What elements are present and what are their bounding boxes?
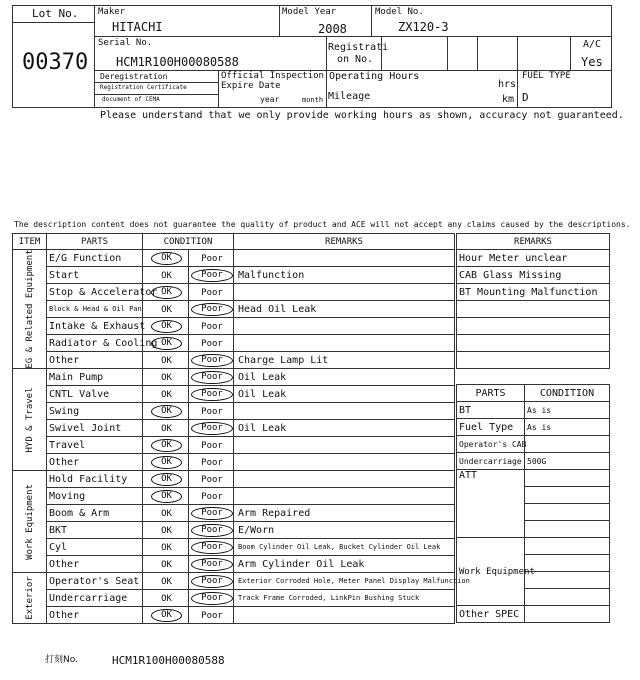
lot-label: Lot No. bbox=[32, 7, 79, 20]
remark bbox=[234, 250, 455, 267]
side-remarks-header: REMARKS bbox=[457, 234, 610, 250]
remark bbox=[234, 403, 455, 420]
poor-mark: Poor bbox=[191, 524, 233, 537]
table-row bbox=[13, 505, 455, 522]
part-name: Cyl bbox=[47, 539, 143, 556]
lot-number: 00370 bbox=[22, 50, 89, 75]
group-cell bbox=[13, 250, 47, 369]
ok-mark: OK bbox=[161, 559, 172, 570]
part-name: Swivel Joint bbox=[47, 420, 143, 437]
header-vline-g bbox=[517, 36, 518, 108]
side-part-name: BT bbox=[457, 402, 525, 419]
table-row bbox=[13, 454, 455, 471]
part-name: Start bbox=[47, 267, 143, 284]
poor-mark: Poor bbox=[201, 321, 223, 332]
poor-cell[interactable] bbox=[189, 556, 234, 573]
side-remark-item bbox=[457, 301, 610, 318]
table-row bbox=[13, 250, 455, 267]
ok-cell[interactable] bbox=[143, 420, 189, 437]
ok-cell[interactable] bbox=[143, 301, 189, 318]
model-year-value: 2008 bbox=[318, 22, 347, 36]
side-parts-row bbox=[457, 436, 610, 453]
poor-mark: Poor bbox=[191, 575, 233, 588]
side-parts-row bbox=[457, 453, 610, 470]
remark bbox=[234, 335, 455, 352]
part-name: Undercarriage bbox=[47, 590, 143, 607]
ok-mark: OK bbox=[161, 593, 172, 604]
header-row-line-3 bbox=[94, 82, 218, 83]
side-part-condition: 500G bbox=[525, 453, 610, 470]
poor-cell[interactable] bbox=[189, 488, 234, 505]
remark: Arm Cylinder Oil Leak bbox=[234, 556, 455, 573]
registration-label-1: Registrati bbox=[328, 42, 389, 53]
group-label: EG & Related Equipment bbox=[24, 249, 35, 369]
side-parts-header: PARTS bbox=[457, 385, 525, 402]
table-row bbox=[13, 403, 455, 420]
ok-mark: OK bbox=[161, 423, 172, 434]
part-name: Main Pump bbox=[47, 369, 143, 386]
disclaimer: The description content does not guarantee the quality of product and ACE will not accept any claims caused by the descriptions. bbox=[14, 220, 631, 229]
ok-mark: OK bbox=[161, 304, 172, 315]
poor-cell[interactable] bbox=[189, 335, 234, 352]
remark: Malfunction bbox=[234, 267, 455, 284]
poor-mark: Poor bbox=[201, 474, 223, 485]
table-row bbox=[13, 267, 455, 284]
work-equipment-label: Work Equipment bbox=[457, 538, 525, 606]
header-vline-h bbox=[570, 36, 571, 70]
ok-cell[interactable] bbox=[143, 488, 189, 505]
table-row bbox=[13, 301, 455, 318]
poor-mark: Poor bbox=[191, 507, 233, 520]
poor-cell[interactable] bbox=[189, 454, 234, 471]
side-remark-item bbox=[457, 335, 610, 352]
remark: Arm Repaired bbox=[234, 505, 455, 522]
ok-mark: OK bbox=[151, 473, 182, 486]
remark: E/Worn bbox=[234, 522, 455, 539]
poor-cell[interactable] bbox=[189, 437, 234, 454]
poor-mark: Poor bbox=[201, 440, 223, 451]
table-row bbox=[13, 420, 455, 437]
poor-mark: Poor bbox=[201, 491, 223, 502]
ok-mark: OK bbox=[151, 490, 182, 503]
remark: Oil Leak bbox=[234, 369, 455, 386]
header-condition: CONDITION bbox=[143, 234, 234, 250]
header-vline-b bbox=[371, 5, 372, 36]
ok-mark: OK bbox=[151, 405, 182, 418]
ok-cell[interactable] bbox=[143, 403, 189, 420]
model-no-value: ZX120-3 bbox=[398, 20, 449, 34]
header-vline-i bbox=[218, 70, 219, 108]
side-part-condition bbox=[525, 436, 610, 453]
part-name: Operator's Seat bbox=[47, 573, 143, 590]
header-item: ITEM bbox=[13, 234, 47, 250]
ok-mark: OK bbox=[151, 456, 182, 469]
poor-mark: Poor bbox=[201, 406, 223, 417]
hrs-unit: hrs bbox=[498, 79, 517, 90]
remark bbox=[234, 284, 455, 301]
deregistration-label: Deregistration bbox=[100, 72, 168, 81]
ok-cell[interactable] bbox=[143, 505, 189, 522]
part-name: BKT bbox=[47, 522, 143, 539]
part-name: Intake & Exhaust bbox=[47, 318, 143, 335]
cema-label: document of CEMA bbox=[102, 96, 160, 103]
poor-mark: Poor bbox=[201, 610, 223, 621]
stamp-value: HCM1R100H00080588 bbox=[112, 654, 225, 667]
group-label: Work Equipment bbox=[24, 483, 35, 560]
table-row bbox=[13, 437, 455, 454]
poor-cell[interactable] bbox=[189, 539, 234, 556]
serial-label: Serial No. bbox=[98, 38, 153, 48]
poor-mark: Poor bbox=[201, 287, 223, 298]
side-part-condition: As is bbox=[525, 402, 610, 419]
mileage-label: Mileage bbox=[328, 91, 371, 102]
remark: Oil Leak bbox=[234, 420, 455, 437]
poor-mark: Poor bbox=[191, 592, 233, 605]
poor-cell[interactable] bbox=[189, 573, 234, 590]
ok-mark: OK bbox=[161, 576, 172, 587]
side-parts-row bbox=[457, 402, 610, 419]
header-row-line-1 bbox=[94, 36, 612, 37]
ac-value: Yes bbox=[581, 55, 603, 69]
poor-mark: Poor bbox=[191, 388, 233, 401]
serial-value: HCM1R100H00080588 bbox=[116, 55, 239, 69]
table-row bbox=[13, 556, 455, 573]
year-label: year bbox=[260, 95, 280, 104]
fuel-type-value: D bbox=[522, 91, 529, 104]
ok-cell[interactable] bbox=[143, 522, 189, 539]
part-name: Boom & Arm bbox=[47, 505, 143, 522]
maker-label: Maker bbox=[98, 7, 126, 17]
remark bbox=[234, 607, 455, 624]
side-condition-header: CONDITION bbox=[525, 385, 610, 402]
part-name: Other bbox=[47, 607, 143, 624]
remark bbox=[234, 318, 455, 335]
poor-cell[interactable] bbox=[189, 590, 234, 607]
remark: Track Frame Corroded, LinkPin Bushing Stuck bbox=[234, 590, 455, 607]
ok-cell[interactable] bbox=[143, 369, 189, 386]
part-name: Travel bbox=[47, 437, 143, 454]
side-part-name: Fuel Type bbox=[457, 419, 525, 436]
part-name: CNTL Valve bbox=[47, 386, 143, 403]
poor-cell[interactable] bbox=[189, 505, 234, 522]
side-parts-header-row bbox=[457, 385, 610, 402]
side-parts-row bbox=[457, 419, 610, 436]
remark: Boom Cylinder Oil Leak, Bucket Cylinder Oil Leak bbox=[234, 539, 455, 556]
poor-cell[interactable] bbox=[189, 369, 234, 386]
ok-cell[interactable] bbox=[143, 454, 189, 471]
poor-cell[interactable] bbox=[189, 522, 234, 539]
ok-mark: OK bbox=[151, 609, 182, 622]
ok-cell[interactable] bbox=[143, 539, 189, 556]
ok-cell[interactable] bbox=[143, 607, 189, 624]
ok-mark: OK bbox=[151, 320, 182, 333]
other-spec-label: Other SPEC bbox=[457, 606, 525, 623]
ok-mark: OK bbox=[161, 355, 172, 366]
poor-mark: Poor bbox=[191, 354, 233, 367]
poor-cell[interactable] bbox=[189, 267, 234, 284]
part-name: Radiator & Cooling bbox=[47, 335, 143, 352]
side-parts-table bbox=[456, 384, 610, 623]
side-remark-item bbox=[457, 318, 610, 335]
operating-hours-label: Operating Hours bbox=[329, 71, 420, 82]
poor-mark: Poor bbox=[191, 422, 233, 435]
km-unit: km bbox=[502, 94, 515, 105]
remark bbox=[234, 454, 455, 471]
maker-value: HITACHI bbox=[112, 20, 163, 34]
ok-mark: OK bbox=[151, 439, 182, 452]
poor-mark: Poor bbox=[201, 457, 223, 468]
lot-header-line bbox=[12, 22, 94, 23]
part-name: Stop & Accelerator bbox=[47, 284, 143, 301]
group-cell bbox=[13, 573, 47, 624]
ok-mark: OK bbox=[161, 389, 172, 400]
ok-cell[interactable] bbox=[143, 386, 189, 403]
poor-mark: Poor bbox=[201, 253, 223, 264]
header-vline-c bbox=[326, 36, 327, 108]
table-row bbox=[13, 522, 455, 539]
table-row bbox=[13, 352, 455, 369]
ok-cell[interactable] bbox=[143, 590, 189, 607]
table-row bbox=[13, 590, 455, 607]
part-name: Other bbox=[47, 454, 143, 471]
header-vline-a bbox=[279, 5, 280, 36]
ok-cell[interactable] bbox=[143, 352, 189, 369]
poor-cell[interactable] bbox=[189, 352, 234, 369]
att-label: ATT bbox=[457, 470, 525, 538]
ok-mark: OK bbox=[161, 270, 172, 281]
remark bbox=[234, 471, 455, 488]
header-parts: PARTS bbox=[47, 234, 143, 250]
poor-cell[interactable] bbox=[189, 607, 234, 624]
ok-cell[interactable] bbox=[143, 556, 189, 573]
table-row bbox=[13, 607, 455, 624]
side-part-name: Undercarriage bbox=[457, 453, 525, 470]
table-row bbox=[13, 335, 455, 352]
model-no-label: Model No. bbox=[375, 7, 424, 17]
poor-mark: Poor bbox=[191, 371, 233, 384]
header-row-line-4 bbox=[94, 94, 218, 95]
ok-cell[interactable] bbox=[143, 437, 189, 454]
poor-cell[interactable] bbox=[189, 386, 234, 403]
side-remark-item: CAB Glass Missing bbox=[457, 267, 610, 284]
side-remark-item bbox=[457, 352, 610, 369]
lot-divider bbox=[94, 5, 95, 108]
group-cell bbox=[13, 471, 47, 573]
table-row bbox=[13, 369, 455, 386]
poor-cell[interactable] bbox=[189, 471, 234, 488]
side-part-condition: As is bbox=[525, 419, 610, 436]
poor-mark: Poor bbox=[191, 269, 233, 282]
part-name: Block & Head & Oil Pan bbox=[47, 301, 143, 318]
stamp-label: 打刻No. bbox=[45, 655, 78, 665]
group-label: Exterior bbox=[24, 576, 35, 620]
part-name: Swing bbox=[47, 403, 143, 420]
poor-mark: Poor bbox=[191, 303, 233, 316]
side-remarks-table bbox=[456, 233, 610, 369]
ok-cell[interactable] bbox=[143, 573, 189, 590]
header-vline-e bbox=[447, 36, 448, 70]
poor-cell[interactable] bbox=[189, 420, 234, 437]
ok-mark: OK bbox=[161, 525, 172, 536]
table-row bbox=[13, 573, 455, 590]
table-row bbox=[13, 284, 455, 301]
part-name: Moving bbox=[47, 488, 143, 505]
poor-mark: Poor bbox=[191, 541, 233, 554]
table-row bbox=[13, 539, 455, 556]
remark: Exterior Corroded Hole, Meter Panel Display Malfunction bbox=[234, 573, 455, 590]
ok-cell[interactable] bbox=[143, 471, 189, 488]
part-name: Hold Facility bbox=[47, 471, 143, 488]
month-label: month bbox=[302, 96, 324, 104]
part-name: E/G Function bbox=[47, 250, 143, 267]
poor-mark: Poor bbox=[201, 338, 223, 349]
part-name: Other bbox=[47, 556, 143, 573]
ac-label: A/C bbox=[583, 39, 602, 50]
ok-mark: OK bbox=[161, 508, 172, 519]
remark: Charge Lamp Lit bbox=[234, 352, 455, 369]
side-remark-item: BT Mounting Malfunction bbox=[457, 284, 610, 301]
table-row bbox=[13, 488, 455, 505]
ok-cell[interactable] bbox=[143, 267, 189, 284]
inspection-label-1: Official Inspection bbox=[221, 71, 324, 81]
poor-cell[interactable] bbox=[189, 318, 234, 335]
side-remark-item: Hour Meter unclear bbox=[457, 250, 610, 267]
ok-mark: OK bbox=[161, 372, 172, 383]
remark: Head Oil Leak bbox=[234, 301, 455, 318]
side-part-name: Operator's CAB bbox=[457, 436, 525, 453]
model-year-label: Model Year bbox=[282, 7, 337, 17]
remark bbox=[234, 488, 455, 505]
header-vline-f bbox=[477, 36, 478, 70]
ok-mark: OK bbox=[151, 286, 182, 299]
reg-certificate-label: Registration Certificate bbox=[100, 84, 187, 91]
group-cell bbox=[13, 369, 47, 471]
ok-mark: OK bbox=[161, 542, 172, 553]
ok-cell[interactable] bbox=[143, 318, 189, 335]
remark bbox=[234, 437, 455, 454]
fuel-type-label: FUEL TYPE bbox=[522, 71, 571, 81]
ok-mark: OK bbox=[151, 252, 182, 265]
poor-cell[interactable] bbox=[189, 250, 234, 267]
remark: Oil Leak bbox=[234, 386, 455, 403]
ok-mark: OK bbox=[151, 337, 182, 350]
poor-cell[interactable] bbox=[189, 301, 234, 318]
poor-cell[interactable] bbox=[189, 403, 234, 420]
table-row bbox=[13, 386, 455, 403]
table-row bbox=[13, 318, 455, 335]
group-label: HYD & Travel bbox=[24, 386, 35, 453]
part-name: Other bbox=[47, 352, 143, 369]
table-header-row bbox=[13, 234, 455, 250]
poor-mark: Poor bbox=[191, 558, 233, 571]
inspection-label-2: Expire Date bbox=[221, 81, 281, 91]
header-remarks: REMARKS bbox=[234, 234, 455, 250]
poor-cell[interactable] bbox=[189, 284, 234, 301]
hours-notice: Please understand that we only provide working hours as shown, accuracy not guaranteed. bbox=[100, 110, 624, 121]
ok-cell[interactable] bbox=[143, 250, 189, 267]
table-row bbox=[13, 471, 455, 488]
registration-label-2: on No. bbox=[337, 54, 374, 65]
